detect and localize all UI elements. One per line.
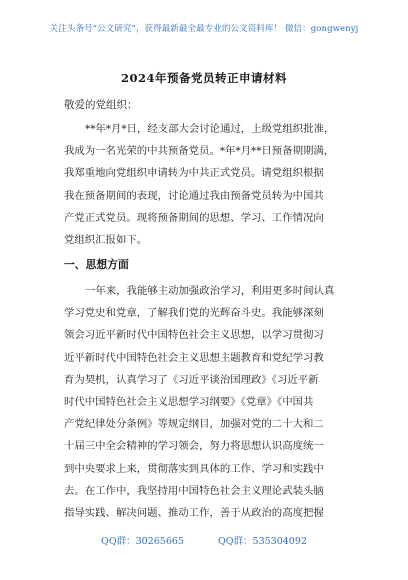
paragraph-line: 产党正式党员。现将预备期间的思想、学习、工作情况向 bbox=[64, 211, 324, 224]
intro-paragraph bbox=[64, 118, 360, 251]
paragraph-line: 领会习近平新时代中国特色社会主义思想，以学习贯彻习 bbox=[64, 329, 324, 342]
paragraph-line: 近平新时代中国特色社会主义思想主题教育和党纪学习教 bbox=[64, 351, 324, 364]
section-heading-thought: 一、思想方面 bbox=[64, 258, 129, 271]
paragraph-line: **年*月*日，经支部大会讨论通过，上级党组织批准， bbox=[85, 123, 335, 135]
header-banner: 关注头条号“公文研究”，获得最新最全最专业的公文资料库！ 微信：gongwenyj bbox=[49, 24, 359, 34]
footer-qq-group-2: QQ群：535304092 bbox=[217, 536, 307, 547]
paragraph-line: 育为契机，认真学习了《习近平谈治国理政》《习近平新 bbox=[64, 373, 319, 386]
document-title: 2024年预备党员转正申请材料 bbox=[120, 71, 287, 85]
paragraph-line: 学习党史和党章，了解我们党的光辉奋斗史。我能够深刻 bbox=[64, 307, 324, 320]
paragraph-line: 指导实践、解决问题、推动工作，善于从政治的高度把握 bbox=[64, 506, 324, 519]
paragraph-line: 十届三中全会精神的学习领会，努力将思想认识高度统一 bbox=[64, 440, 324, 453]
paragraph-line: 产党纪律处分条例》等规定纲目，加强对党的二十大和二 bbox=[64, 418, 324, 431]
paragraph-line: 到中央要求上来，贯彻落实到具体的工作、学习和实践中 bbox=[64, 462, 324, 475]
paragraph-line: 党组织汇报如下。 bbox=[64, 233, 148, 246]
paragraph-line: 我郑重地向党组织申请转为中共正式党员。请党组织根据 bbox=[64, 167, 324, 180]
paragraph-line: 去。在工作中，我坚持用中国特色社会主义理论武装头脑 bbox=[64, 484, 324, 497]
footer-qq-group-1: QQ群：30265665 bbox=[101, 536, 184, 547]
section-paragraph bbox=[64, 280, 360, 524]
footer bbox=[0, 533, 408, 547]
paragraph-line: 一年来，我能够主动加强政治学习，利用更多时间认真 bbox=[85, 285, 335, 297]
salutation: 敬爱的党组织： bbox=[64, 99, 138, 111]
paragraph-line: 我在预备期间的表现，讨论通过我由预备党员转为中国共 bbox=[64, 189, 324, 202]
paragraph-line: 我成为一名光荣的中共预备党员。*年*月**日预备期期满， bbox=[64, 145, 335, 158]
paragraph-line: 时代中国特色社会主义思想学习纲要》《党章》《中国共 bbox=[64, 395, 314, 408]
